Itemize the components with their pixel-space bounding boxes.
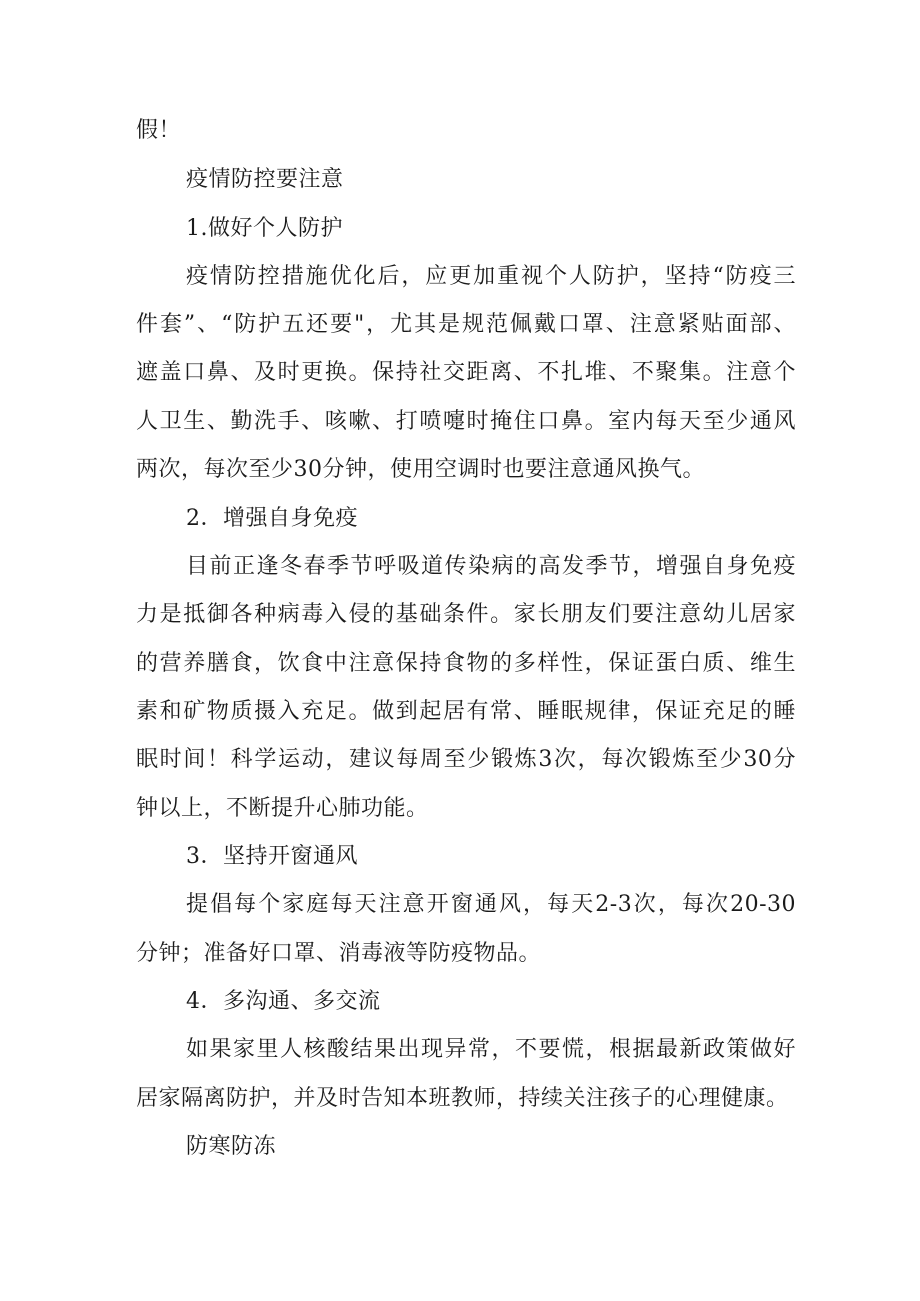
paragraph-line: 眠时间！科学运动，建议每周至少锻炼3次，每次锻炼至少30分	[136, 747, 796, 772]
section-heading: 防寒防冻	[186, 1134, 277, 1159]
paragraph-line: 力是抵御各种病毒入侵的基础条件。家长朋友们要注意幼儿居家	[136, 602, 796, 627]
paragraph-line: 提倡每个家庭每天注意开窗通风，每天2-3次，每次20-30	[186, 892, 796, 917]
paragraph-line: 居家隔离防护，并及时告知本班教师，持续关注孩子的心理健康。	[136, 1086, 789, 1111]
paragraph-line: 素和矿物质摄入充足。做到起居有常、睡眠规律，保证充足的睡	[136, 699, 796, 724]
paragraph-line: 的营养膳食，饮食中注意保持食物的多样性，保证蛋白质、维生	[136, 651, 796, 676]
subsection-heading: 2．增强自身免疫	[186, 506, 358, 531]
paragraph-line: 遮盖口鼻、及时更换。保持社交距离、不扎堆、不聚集。注意个	[136, 360, 796, 385]
text-line: 假！	[136, 118, 182, 143]
paragraph-line: 件套”、“防护五还要"，尤其是规范佩戴口罩、注意紧贴面部、	[136, 312, 796, 337]
paragraph-line: 人卫生、勤洗手、咳嗽、打喷嚏时掩住口鼻。室内每天至少通风	[136, 409, 796, 434]
subsection-heading: 4．多沟通、多交流	[186, 989, 381, 1014]
section-heading: 疫情防控要注意	[186, 167, 344, 192]
subsection-heading: 1.做好个人防护	[186, 216, 343, 241]
paragraph-line: 目前正逢冬春季节呼吸道传染病的高发季节，增强自身免疫	[186, 554, 796, 579]
paragraph-line: 钟以上，不断提升心肺功能。	[136, 796, 429, 821]
paragraph-line: 分钟；准备好口罩、消毒液等防疫物品。	[136, 941, 542, 966]
paragraph-line: 如果家里人核酸结果出现异常，不要慌，根据最新政策做好	[186, 1037, 796, 1062]
subsection-heading: 3．坚持开窗通风	[186, 844, 358, 869]
paragraph-line: 疫情防控措施优化后，应更加重视个人防护，坚持“防疫三	[186, 264, 796, 289]
paragraph-line: 两次，每次至少30分钟，使用空调时也要注意通风换气。	[136, 457, 705, 482]
